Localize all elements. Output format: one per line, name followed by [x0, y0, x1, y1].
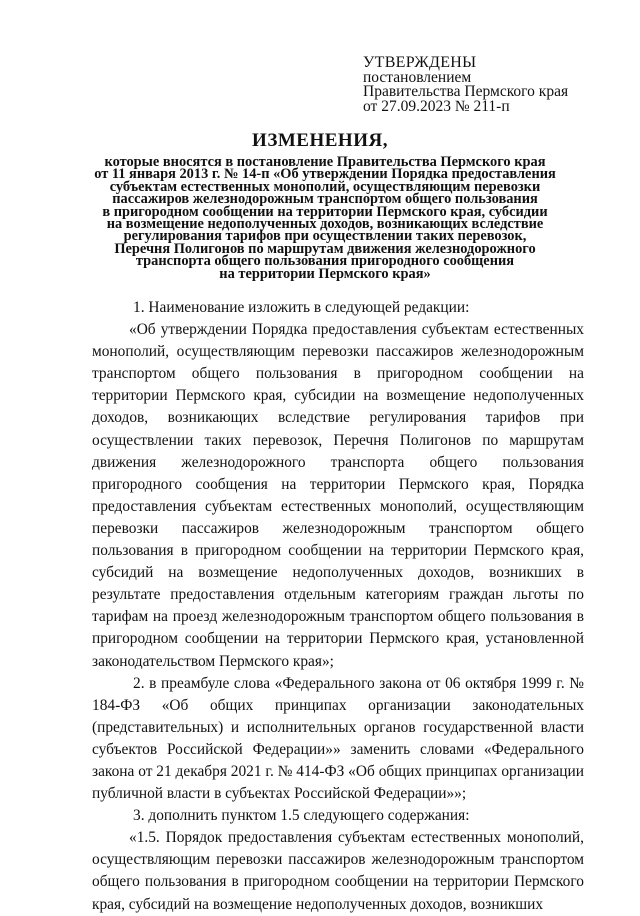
subtitle-line: пассажиров железнодорожным транспортом общего пользования — [112, 191, 538, 208]
document-title: ИЗМЕНЕНИЯ, — [252, 130, 388, 151]
subtitle-line: на возмещение недополученных доходов, возникающих вследствие — [106, 216, 544, 233]
subtitle-line: Перечня Полигонов по маршрутам движения железнодорожного — [114, 240, 536, 257]
paragraph-1-quote: «Об утверждении Порядка предоставления субъектам естественных монополий, осуществляющим перевозки пассажиров железнодорожным транспортом общего пользования в пригородном сообщении на территории Пермского края, субсидии на возмещение недополученных доходов, возникающих вследствие регулирования тарифов при осуществлении таких перевозок, Перечня Полигонов по маршрутам движения железнодорожного транспорта общего пользования пригородного сообщения на территории Пермского края, Порядка предоставления субъектам естественных монополий, осуществляющим перевозки пассажиров железнодорожным транспортом общего пользования в пригородном сообщении на территории Пермского края, субсидий на возмещение недополученных доходов, возникших в результате предоставления отдельным категориям граждан льготы по тарифам на проезд железнодорожным транспортом общего пользования в пригородном сообщении на территории Пермского края, установленной законодательством Пермского края»; — [92, 321, 584, 670]
subtitle-line: которые вносятся в постановление Правительства Пермского края — [104, 154, 546, 170]
paragraph-1: 1. Наименование изложить в следующей редакции: — [133, 299, 470, 316]
paragraph-2: 2. в преамбуле слова «Федерального закона от 06 октября 1999 г. № 184-ФЗ «Об общих принципах организации законодательных (представительных) и исполнительных органов государственной власти субъектов Российской Федерации»» заменить словами «Федерального закона от 21 декабря 2021 г. № 414-ФЗ «Об общих принципах организации публичной власти в субъектах Российской Федерации»»; — [92, 674, 584, 803]
document-body — [92, 297, 584, 916]
approval-line-3: от 27.09.2023 № 211-п — [363, 97, 510, 115]
subtitle-line: субъектам естественных монополий, осуществляющим перевозки — [109, 178, 541, 195]
approval-line-2: Правительства Пермского края — [363, 83, 569, 100]
subtitle-line: на территории Пермского края» — [219, 265, 431, 282]
subtitle-line: транспорта общего пользования пригородного сообщения — [135, 253, 515, 270]
approval-line-1: постановлением — [363, 68, 472, 86]
paragraph-3: 3. дополнить пунктом 1.5 следующего содержания: — [133, 807, 470, 825]
approval-block — [363, 56, 623, 114]
subtitle-line: регулирования тарифов при осуществлении таких перевозок, — [123, 228, 527, 245]
approval-heading: УТВЕРЖДЕНЫ — [363, 54, 477, 71]
document-subtitle — [80, 156, 570, 280]
subtitle-line: от 11 января 2013 г. № 14-п «Об утверждении Порядка предоставления — [94, 166, 556, 183]
subtitle-line: в пригородном сообщении на территории Пермского края, субсидии — [102, 203, 548, 220]
paragraph-3-quote: «1.5. Порядок предоставления субъектам естественных монополий, осуществляющим перевозки пассажиров железнодорожным транспортом общего пользования в пригородном сообщении на территории Пермского края, субсидий на возмещение недополученных доходов, возникших — [92, 829, 584, 913]
